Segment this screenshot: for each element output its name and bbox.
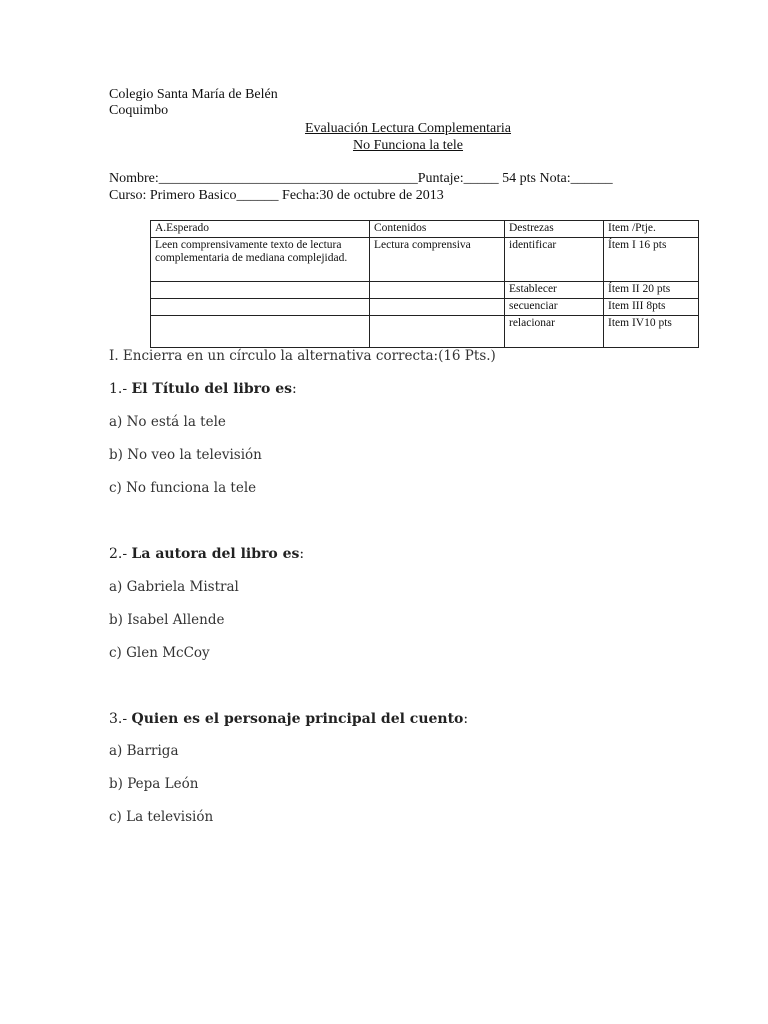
- rubric-row: [151, 282, 699, 299]
- rubric-cell: Ítem II 20 pts: [604, 282, 699, 299]
- rubric-cell: [151, 299, 370, 316]
- rubric-cell: Leen comprensivamente texto de lectura complementaria de mediana complejidad.: [151, 238, 370, 282]
- question-text: La autora del libro es: [131, 546, 300, 562]
- school-name: Colegio Santa María de Belén: [109, 87, 278, 102]
- question-colon: :: [292, 381, 297, 397]
- option-3c[interactable]: c) La televisión: [109, 809, 214, 825]
- option-1a[interactable]: a) No está la tele: [109, 414, 226, 430]
- option-2a[interactable]: a) Gabriela Mistral: [109, 579, 239, 595]
- rubric-cell: Item III 8pts: [604, 299, 699, 316]
- city-name: Coquimbo: [109, 103, 169, 118]
- rubric-header-cell: Destrezas: [505, 221, 604, 238]
- question-2-heading: [109, 545, 304, 563]
- rubric-header-cell: Item /Ptje.: [604, 221, 699, 238]
- rubric-row: [151, 238, 699, 282]
- rubric-header-cell: A.Esperado: [151, 221, 370, 238]
- question-number: 3.-: [109, 711, 128, 727]
- rubric-header-cell: Contenidos: [370, 221, 505, 238]
- rubric-cell: [151, 282, 370, 299]
- option-1b[interactable]: b) No veo la televisión: [109, 447, 262, 463]
- rubric-row: [151, 316, 699, 348]
- question-3-heading: [109, 710, 468, 728]
- option-2c[interactable]: c) Glen McCoy: [109, 645, 210, 661]
- rubric-cell: Ítem I 16 pts: [604, 238, 699, 282]
- question-number: 2.-: [109, 546, 128, 562]
- option-1c[interactable]: c) No funciona la tele: [109, 480, 257, 496]
- rubric-cell: secuenciar: [505, 299, 604, 316]
- question-colon: :: [299, 546, 305, 562]
- course-date-line: Curso: Primero Basico______ Fecha:30 de octubre de 2013: [109, 188, 444, 203]
- section-instruction: I. Encierra en un círculo la alternativa correcta:(16 Pts.): [109, 348, 496, 364]
- name-score-line: Nombre:_____________________________________Puntaje:_____ 54 pts Nota:______: [109, 171, 613, 186]
- rubric-cell: relacionar: [505, 316, 604, 348]
- option-3b[interactable]: b) Pepa León: [109, 776, 199, 792]
- document-subtitle: No Funciona la tele: [352, 138, 464, 153]
- option-3a[interactable]: a) Barriga: [109, 743, 179, 759]
- rubric-cell: [151, 316, 370, 348]
- question-1-heading: [109, 380, 297, 398]
- rubric-table: [150, 220, 699, 348]
- rubric-header-row: [151, 221, 699, 238]
- question-colon: :: [463, 711, 469, 727]
- rubric-cell: Lectura comprensiva: [370, 238, 505, 282]
- option-2b[interactable]: b) Isabel Allende: [109, 612, 225, 628]
- document-title: Evaluación Lectura Complementaria: [304, 121, 512, 136]
- rubric-cell: [370, 299, 505, 316]
- rubric-cell: identificar: [505, 238, 604, 282]
- rubric-cell: Item IV10 pts: [604, 316, 699, 348]
- question-number: 1.-: [109, 381, 128, 397]
- question-text: Quien es el personaje principal del cuento: [131, 711, 464, 727]
- question-text: El Título del libro es: [131, 381, 293, 397]
- rubric-cell: Establecer: [505, 282, 604, 299]
- rubric-row: [151, 299, 699, 316]
- rubric-cell: [370, 316, 505, 348]
- rubric-cell: [370, 282, 505, 299]
